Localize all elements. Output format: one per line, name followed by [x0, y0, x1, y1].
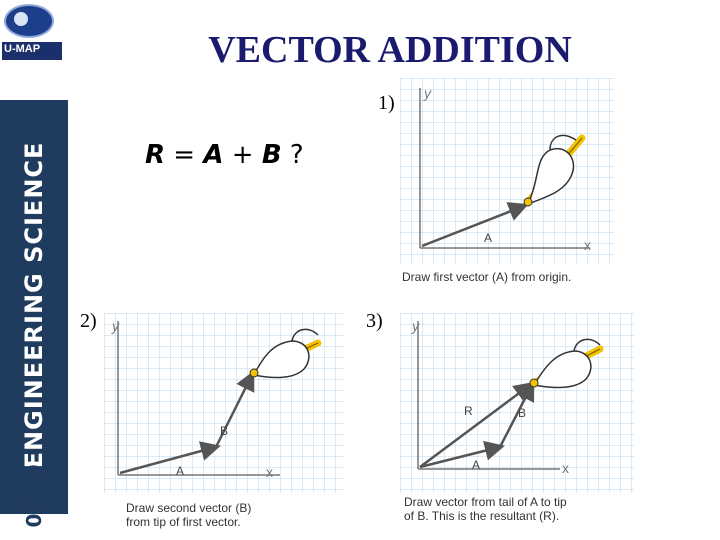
logo: [0, 0, 68, 100]
step-2-number: 2): [80, 310, 97, 332]
step-1-panel: [400, 78, 614, 292]
step-2-vector-a-label: A: [176, 464, 185, 478]
step-2-caption: [126, 501, 342, 529]
step-3-number: 3): [366, 310, 383, 332]
step-3-x-axis-label: x: [562, 460, 569, 476]
step-3-caption: [404, 495, 632, 523]
step-1-y-axis-label: y: [424, 85, 431, 101]
eq-r: R: [145, 140, 166, 170]
step-2-caption-line-2: from tip of first vector.: [126, 515, 241, 529]
step-3-caption-line-1: Draw vector from tail of A to tip: [404, 495, 567, 509]
step-3-vector-r-label: R: [464, 404, 473, 418]
step-3-caption-line-2: of B. This is the resultant (R).: [404, 509, 560, 523]
step-2-caption-line-1: Draw second vector (B): [126, 501, 252, 515]
eq-plus: +: [231, 140, 254, 170]
step-1-x-axis-label: x: [584, 237, 591, 253]
step-3-vector-a-label: A: [472, 458, 481, 472]
step-3-panel: [400, 313, 634, 535]
slide-title: VECTOR ADDITION: [208, 29, 572, 71]
date-stamp: 09/10: [22, 464, 46, 528]
step-2-x-axis-label: x: [266, 464, 273, 480]
step-1-vector-a-label: A: [484, 231, 493, 245]
course-title: ENGINEERING SCIENCE: [20, 141, 48, 469]
logo-globe-icon: [4, 4, 54, 38]
step-3-y-axis-label: y: [412, 318, 419, 334]
logo-text: U-MAP: [4, 43, 41, 55]
step-1-diagram: [400, 78, 614, 292]
eq-question: ?: [289, 140, 304, 170]
eq-equals: =: [173, 140, 196, 170]
eq-a: A: [203, 140, 224, 170]
step-2-panel: [104, 313, 344, 535]
step-2-y-axis-label: y: [112, 318, 119, 334]
step-2-vector-b-label: B: [220, 424, 229, 438]
step-3-vector-b-label: B: [518, 406, 527, 420]
sidebar: [0, 0, 68, 514]
equation: [145, 140, 304, 170]
step-1-number: 1): [378, 92, 395, 114]
step-1-caption: Draw first vector (A) from origin.: [402, 270, 572, 284]
eq-b: B: [261, 140, 282, 170]
